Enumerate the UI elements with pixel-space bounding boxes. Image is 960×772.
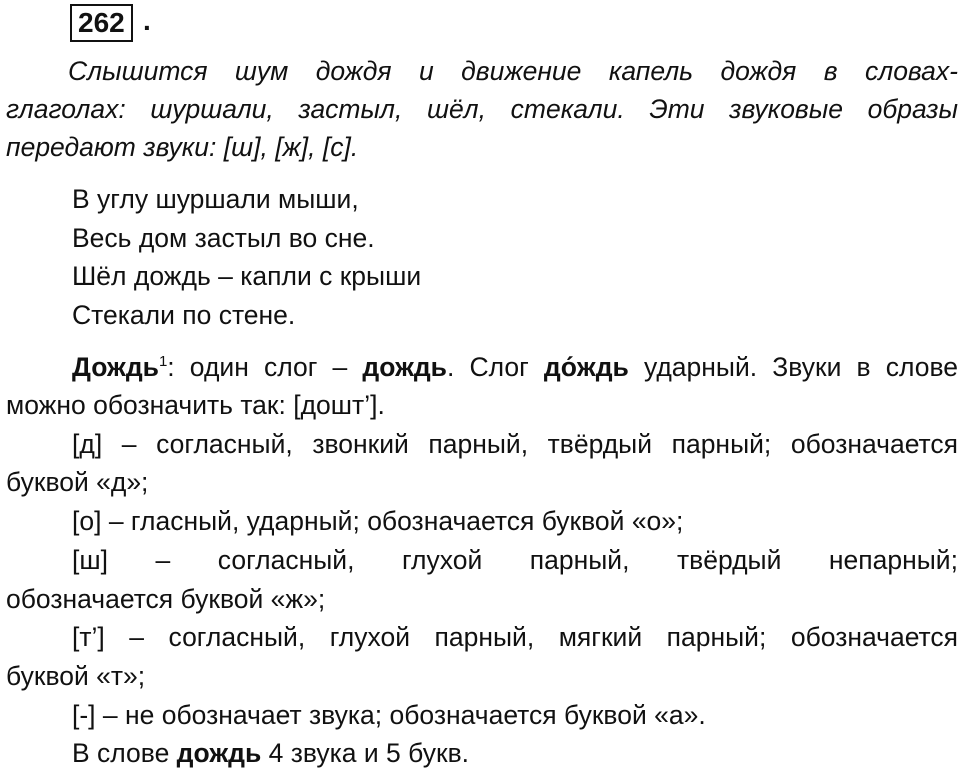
sound-d-line-1: [д] – согласный, звонкий парный, твёрдый парный; обозначается	[72, 429, 958, 459]
intro-line-1: Слышится шум дождя и движение капель дождя в словах-	[68, 56, 958, 86]
summary-bold: дождь	[176, 738, 262, 768]
sound-t-line-1: [т’] – согласный, глухой парный, мягкий парный; обозначается	[72, 622, 958, 652]
sh-word-4: глухой	[401, 545, 483, 575]
analysis-line-2: можно обозначить так: [дошт’].	[6, 390, 385, 420]
sh-word-2: –	[155, 545, 171, 575]
analysis-heading	[72, 348, 958, 386]
head-bold-3: до́ждь	[543, 352, 629, 382]
poem-line-2: Весь дом застыл во сне.	[72, 223, 375, 253]
footnote-marker: 1	[158, 353, 168, 371]
head-word: Дождь	[72, 352, 159, 382]
intro-line-3: передают звуки: [ш], [ж], [с].	[6, 132, 359, 162]
head-rest-1: : один слог –	[167, 352, 363, 382]
intro-line-2: глаголах: шуршали, застыл, шёл, стекали. Эти звуковые образы	[6, 94, 958, 124]
sound-o-line: [о] – гласный, ударный; обозначается буквой «о»;	[72, 506, 684, 536]
poem-line-4: Стекали по стене.	[72, 300, 296, 330]
exercise-number-dot: .	[143, 5, 151, 36]
sound-sh-line-2: обозначается буквой «ж»;	[6, 584, 326, 614]
exercise-number-box: 262	[70, 4, 133, 42]
sound-d-line-2: буквой «д»;	[6, 467, 149, 497]
sh-word-6: твёрдый	[676, 545, 782, 575]
sh-word-3: согласный,	[217, 545, 355, 575]
poem-line-3: Шёл дождь – капли с крыши	[72, 261, 422, 291]
summary-pre: В слове	[72, 738, 177, 768]
sh-word-1: [ш]	[72, 545, 108, 575]
sound-t-line-2: буквой «т»;	[6, 661, 146, 691]
head-bold-2: дождь	[362, 352, 447, 382]
sh-word-5: парный,	[529, 545, 630, 575]
sh-word-7: непарный;	[828, 545, 958, 575]
poem-line-1: В углу шуршали мыши,	[72, 184, 359, 214]
sound-a-line: [-] – не обозначает звука; обозначается буквой «а».	[72, 700, 706, 730]
head-rest-3: ударный. Звуки в слове	[628, 352, 959, 382]
head-rest-2: . Слог	[446, 352, 544, 382]
sound-sh-line-1	[72, 541, 958, 579]
summary-post: 4 звука и 5 букв.	[261, 738, 470, 768]
summary-line	[72, 734, 960, 772]
